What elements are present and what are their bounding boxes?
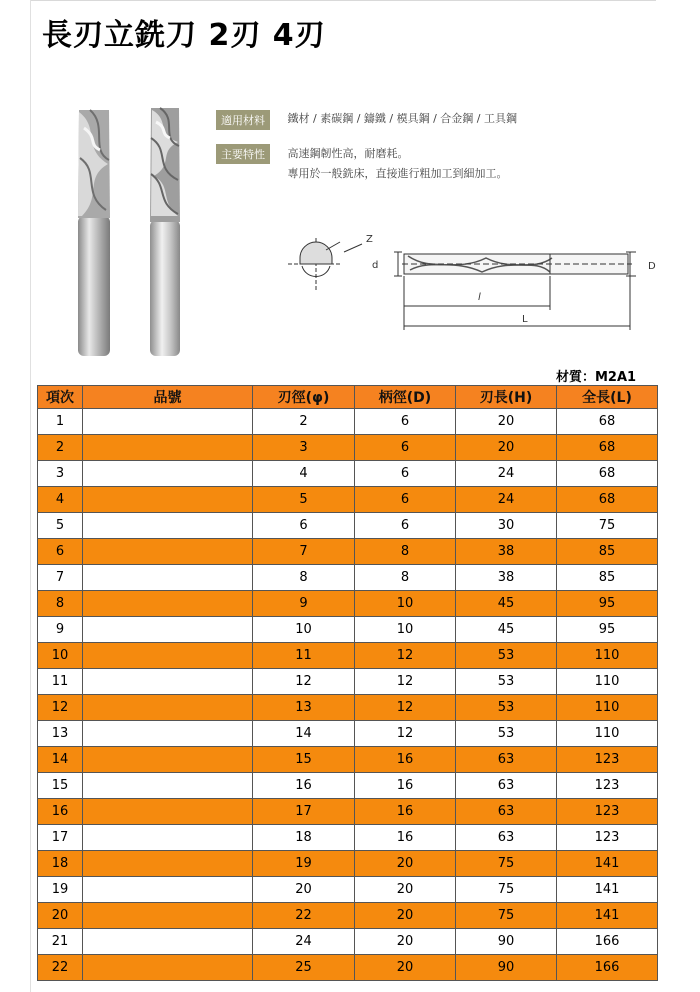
cell-blade-length: 30 <box>456 513 557 539</box>
cell-item-no: 11 <box>38 669 83 695</box>
table-row <box>38 929 658 955</box>
cell-blade-length: 24 <box>456 461 557 487</box>
cell-blade-length: 53 <box>456 695 557 721</box>
cell-blade-dia: 19 <box>253 851 355 877</box>
table-row <box>38 409 658 435</box>
cell-blade-dia: 9 <box>253 591 355 617</box>
cell-blade-length: 53 <box>456 669 557 695</box>
cell-part-no <box>83 409 253 435</box>
cell-item-no: 1 <box>38 409 83 435</box>
cell-blade-length: 38 <box>456 565 557 591</box>
cell-blade-dia: 3 <box>253 435 355 461</box>
cell-part-no <box>83 461 253 487</box>
table-header-row <box>38 386 658 409</box>
cell-total-length: 110 <box>557 643 658 669</box>
end-mill-photo <box>60 98 210 360</box>
cell-blade-length: 53 <box>456 643 557 669</box>
cell-item-no: 17 <box>38 825 83 851</box>
cell-blade-length: 24 <box>456 487 557 513</box>
cell-blade-dia: 6 <box>253 513 355 539</box>
cell-blade-dia: 7 <box>253 539 355 565</box>
cell-blade-length: 63 <box>456 799 557 825</box>
header-item-no: 項次 <box>38 386 83 409</box>
feature-row <box>216 144 508 184</box>
side-view <box>372 252 656 330</box>
table-row <box>38 461 658 487</box>
cell-blade-dia: 14 <box>253 721 355 747</box>
cell-shank-dia: 6 <box>355 409 456 435</box>
cell-shank-dia: 6 <box>355 487 456 513</box>
table-row <box>38 695 658 721</box>
cell-shank-dia: 12 <box>355 669 456 695</box>
cell-part-no <box>83 513 253 539</box>
cell-shank-dia: 16 <box>355 825 456 851</box>
cell-blade-dia: 24 <box>253 929 355 955</box>
cell-blade-dia: 15 <box>253 747 355 773</box>
cell-part-no <box>83 695 253 721</box>
cell-blade-dia: 17 <box>253 799 355 825</box>
cell-blade-dia: 5 <box>253 487 355 513</box>
table-row <box>38 955 658 981</box>
spec-table <box>37 385 658 981</box>
table-body <box>38 409 658 981</box>
cell-part-no <box>83 851 253 877</box>
cell-total-length: 68 <box>557 487 658 513</box>
cell-total-length: 68 <box>557 461 658 487</box>
cell-shank-dia: 6 <box>355 461 456 487</box>
table-row <box>38 747 658 773</box>
cell-shank-dia: 12 <box>355 643 456 669</box>
material-text: 鐵材 / 素碳鋼 / 鑄鐵 / 模具鋼 / 合金鋼 / 工具鋼 <box>287 112 517 125</box>
cell-blade-length: 75 <box>456 903 557 929</box>
cell-shank-dia: 8 <box>355 565 456 591</box>
cell-part-no <box>83 565 253 591</box>
cell-blade-dia: 13 <box>253 695 355 721</box>
header-total-length: 全長(L) <box>557 386 658 409</box>
cell-item-no: 18 <box>38 851 83 877</box>
cell-item-no: 16 <box>38 799 83 825</box>
cell-total-length: 141 <box>557 851 658 877</box>
label-z: Z <box>366 234 373 245</box>
cell-item-no: 4 <box>38 487 83 513</box>
cell-item-no: 9 <box>38 617 83 643</box>
table-row <box>38 565 658 591</box>
cell-blade-dia: 18 <box>253 825 355 851</box>
cell-part-no <box>83 825 253 851</box>
cell-shank-dia: 16 <box>355 773 456 799</box>
table-row <box>38 487 658 513</box>
cell-total-length: 95 <box>557 617 658 643</box>
cell-item-no: 19 <box>38 877 83 903</box>
cell-item-no: 10 <box>38 643 83 669</box>
header-blade-dia: 刃徑(φ) <box>253 386 355 409</box>
cell-part-no <box>83 643 253 669</box>
cell-shank-dia: 10 <box>355 591 456 617</box>
cell-blade-length: 63 <box>456 773 557 799</box>
table-row <box>38 877 658 903</box>
cell-total-length: 75 <box>557 513 658 539</box>
cell-total-length: 123 <box>557 773 658 799</box>
cell-part-no <box>83 903 253 929</box>
cell-part-no <box>83 487 253 513</box>
label-d-small: d <box>372 260 379 271</box>
table-row <box>38 513 658 539</box>
cell-blade-length: 90 <box>456 929 557 955</box>
cell-blade-dia: 10 <box>253 617 355 643</box>
cell-blade-dia: 2 <box>253 409 355 435</box>
cell-shank-dia: 20 <box>355 955 456 981</box>
header-part-no: 品號 <box>83 386 253 409</box>
label-big-d: D <box>648 261 656 272</box>
end-mill-diagram <box>282 228 662 338</box>
cell-blade-dia: 8 <box>253 565 355 591</box>
table-row <box>38 799 658 825</box>
top-divider <box>30 0 656 1</box>
table-row <box>38 773 658 799</box>
cell-blade-dia: 11 <box>253 643 355 669</box>
cell-part-no <box>83 799 253 825</box>
material-row <box>216 110 517 130</box>
cell-total-length: 110 <box>557 695 658 721</box>
table-row <box>38 669 658 695</box>
header-shank-dia: 柄徑(D) <box>355 386 456 409</box>
cell-blade-length: 75 <box>456 877 557 903</box>
table-row <box>38 721 658 747</box>
cell-blade-length: 53 <box>456 721 557 747</box>
cell-blade-dia: 20 <box>253 877 355 903</box>
feature-line-2: 專用於一般銑床，直接進行粗加工到細加工。 <box>287 167 508 180</box>
cell-blade-length: 38 <box>456 539 557 565</box>
cell-item-no: 7 <box>38 565 83 591</box>
cell-blade-length: 20 <box>456 435 557 461</box>
end-view <box>288 234 373 290</box>
cell-total-length: 123 <box>557 825 658 851</box>
cell-shank-dia: 8 <box>355 539 456 565</box>
cell-total-length: 85 <box>557 539 658 565</box>
material-label: 材質：M2A1 <box>556 370 637 385</box>
cell-total-length: 110 <box>557 669 658 695</box>
cell-shank-dia: 6 <box>355 435 456 461</box>
cell-blade-dia: 25 <box>253 955 355 981</box>
cell-shank-dia: 20 <box>355 851 456 877</box>
material-tag: 適用材料 <box>216 110 270 130</box>
cell-blade-length: 45 <box>456 617 557 643</box>
table-row <box>38 617 658 643</box>
label-big-l: L <box>522 314 528 325</box>
cell-blade-dia: 16 <box>253 773 355 799</box>
page-title: 長刃立銑刀 2刃 4刃 <box>42 18 326 53</box>
cell-item-no: 14 <box>38 747 83 773</box>
cell-part-no <box>83 877 253 903</box>
cell-part-no <box>83 773 253 799</box>
cell-shank-dia: 6 <box>355 513 456 539</box>
cell-item-no: 15 <box>38 773 83 799</box>
cell-part-no <box>83 721 253 747</box>
cell-total-length: 68 <box>557 409 658 435</box>
cell-part-no <box>83 747 253 773</box>
cell-total-length: 123 <box>557 747 658 773</box>
cell-blade-length: 63 <box>456 747 557 773</box>
feature-text <box>288 144 508 184</box>
cell-part-no <box>83 435 253 461</box>
feature-line-1: 高速鋼韌性高，耐磨耗。 <box>287 147 409 160</box>
cell-part-no <box>83 591 253 617</box>
cell-shank-dia: 20 <box>355 929 456 955</box>
cell-item-no: 8 <box>38 591 83 617</box>
table-row <box>38 539 658 565</box>
cell-blade-length: 45 <box>456 591 557 617</box>
cell-part-no <box>83 955 253 981</box>
cell-blade-dia: 22 <box>253 903 355 929</box>
cell-part-no <box>83 617 253 643</box>
cell-item-no: 2 <box>38 435 83 461</box>
table-row <box>38 591 658 617</box>
cell-item-no: 5 <box>38 513 83 539</box>
cell-item-no: 22 <box>38 955 83 981</box>
cell-total-length: 141 <box>557 903 658 929</box>
cell-item-no: 20 <box>38 903 83 929</box>
cell-item-no: 21 <box>38 929 83 955</box>
cell-blade-length: 20 <box>456 409 557 435</box>
table-row <box>38 851 658 877</box>
cell-total-length: 123 <box>557 799 658 825</box>
cell-shank-dia: 12 <box>355 695 456 721</box>
cell-part-no <box>83 539 253 565</box>
cell-total-length: 110 <box>557 721 658 747</box>
cell-blade-dia: 4 <box>253 461 355 487</box>
cell-shank-dia: 16 <box>355 799 456 825</box>
cell-item-no: 13 <box>38 721 83 747</box>
cell-total-length: 95 <box>557 591 658 617</box>
cell-blade-length: 90 <box>456 955 557 981</box>
cell-total-length: 166 <box>557 955 658 981</box>
cell-item-no: 3 <box>38 461 83 487</box>
feature-tag: 主要特性 <box>216 144 270 164</box>
cell-blade-length: 75 <box>456 851 557 877</box>
cell-blade-length: 63 <box>456 825 557 851</box>
cell-shank-dia: 16 <box>355 747 456 773</box>
cell-shank-dia: 20 <box>355 903 456 929</box>
left-divider <box>30 0 31 992</box>
cell-part-no <box>83 669 253 695</box>
cell-part-no <box>83 929 253 955</box>
cell-item-no: 6 <box>38 539 83 565</box>
table-row <box>38 643 658 669</box>
header-blade-length: 刃長(H) <box>456 386 557 409</box>
cell-total-length: 166 <box>557 929 658 955</box>
cell-total-length: 141 <box>557 877 658 903</box>
table-row <box>38 435 658 461</box>
table-row <box>38 903 658 929</box>
cell-blade-dia: 12 <box>253 669 355 695</box>
cell-shank-dia: 10 <box>355 617 456 643</box>
cell-item-no: 12 <box>38 695 83 721</box>
table-row <box>38 825 658 851</box>
cell-shank-dia: 12 <box>355 721 456 747</box>
cell-total-length: 85 <box>557 565 658 591</box>
cell-shank-dia: 20 <box>355 877 456 903</box>
cell-total-length: 68 <box>557 435 658 461</box>
label-l: l <box>478 292 481 303</box>
